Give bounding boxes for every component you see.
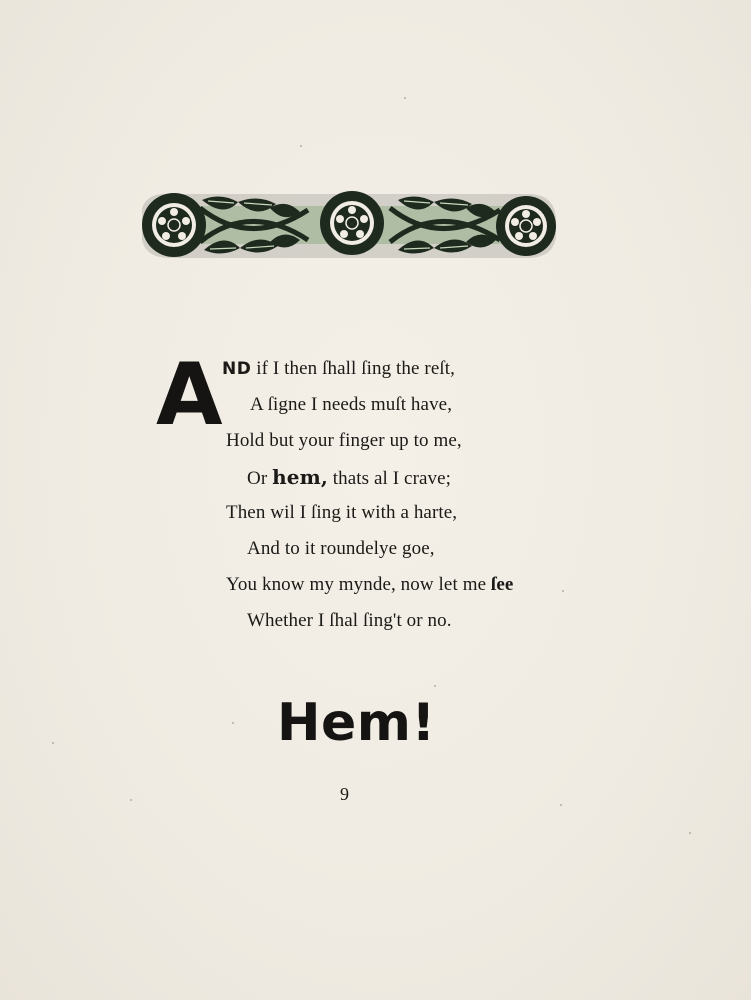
paper-speck — [300, 145, 302, 147]
poem-line-6: And to it roundelye goe, — [247, 538, 435, 559]
poem-line-1 — [222, 358, 455, 380]
paper-speck — [689, 832, 691, 834]
poem-line-5: Then wil I ſing it with a harte, — [226, 502, 458, 523]
hem-heading: Hem! — [277, 693, 436, 753]
poem-stanza — [150, 345, 610, 650]
line-7-main: You know my mynde, now let me — [226, 574, 487, 595]
paper-speck — [130, 799, 132, 801]
paper-speck — [52, 742, 54, 744]
first-line-text: if I then ſhall ſing the reſt, — [256, 358, 455, 379]
first-line-small-caps: ND — [222, 359, 252, 379]
paper-speck — [560, 804, 562, 806]
poem-line-2: A ſigne I needs muſt have, — [250, 394, 453, 415]
line-7-end: ſee — [490, 574, 514, 595]
drop-cap: A — [156, 345, 223, 445]
poem-line-3: Hold but your finger up to me, — [226, 430, 462, 451]
poem-line-4 — [247, 466, 451, 490]
poem-line-7 — [226, 574, 513, 596]
page-number: 9 — [340, 784, 349, 804]
line-4-start: Or — [247, 468, 268, 489]
tudor-rose-border-icon — [140, 188, 558, 262]
line-4-end: thats al I crave; — [332, 468, 452, 489]
blackletter-hem: hem, — [272, 465, 328, 489]
paper-speck — [232, 722, 234, 724]
paper-speck — [404, 97, 406, 99]
paper-speck — [434, 685, 436, 687]
poem-line-8: Whether I ſhal ſing't or no. — [247, 610, 452, 631]
